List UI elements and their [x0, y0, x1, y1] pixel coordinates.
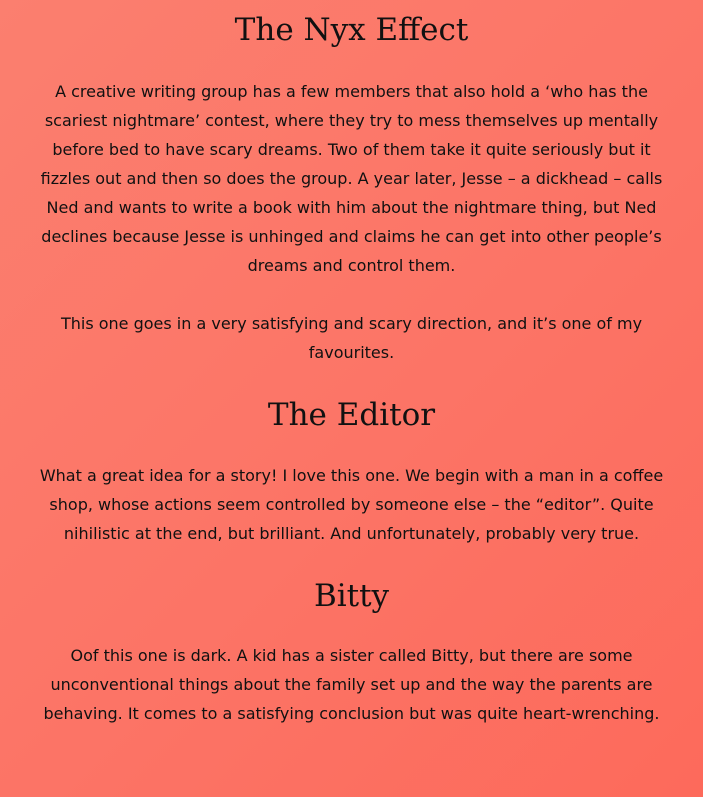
section-title: Bitty [313, 578, 390, 614]
section-title: The Editor [267, 397, 436, 433]
review-paragraph: What a great idea for a story! I love this one. We begin with a man in a coffee shop, whose actions seem controlled by someone else – the “editor”. Quite nihilistic at the end, but brilliant. And unfortunately, probably very true. [39, 466, 664, 543]
review-nyx-effect [30, 0, 673, 367]
review-paragraph: A creative writing group has a few members that also hold a ‘who has the scariest nightmare’ contest, where they try to mess themselves up mentally before bed to have scary dreams. Two of them take it quite seriously but it fizzles out and then so does the group. A year later, Jesse – a dickhead – calls Ned and wants to write a book with him about the nightmare thing, but Ned declines because Jesse is unhinged and claims he can get into other people’s dreams and control them. [40, 82, 663, 275]
review-the-editor [30, 397, 673, 548]
review-paragraph: This one goes in a very satisfying and scary direction, and it’s one of my favourites. [60, 314, 643, 362]
review-paragraph: Oof this one is dark. A kid has a sister called Bitty, but there are some unconventional things about the family set up and the way the parents are behaving. It comes to a satisfying conclusion but was quite heart-wrenching. [43, 646, 660, 723]
review-bitty [30, 578, 673, 728]
section-title: The Nyx Effect [234, 12, 469, 48]
